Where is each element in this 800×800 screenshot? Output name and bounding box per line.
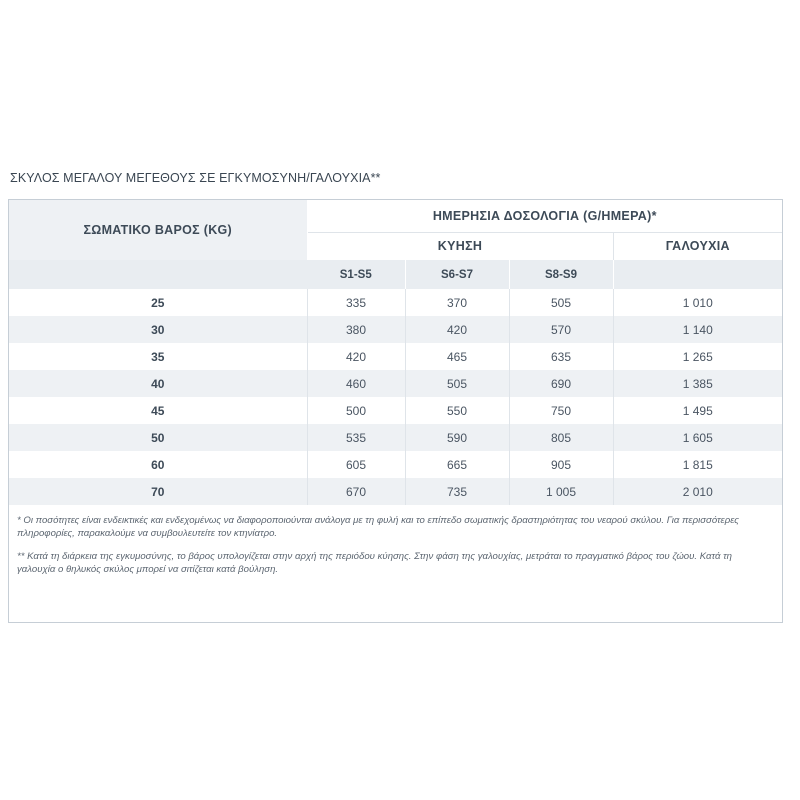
table-row [9, 478, 782, 505]
table-row [9, 451, 782, 478]
dosage-table [9, 200, 782, 505]
weight-cell: 35 [9, 343, 307, 370]
dosage-panel [8, 199, 783, 623]
s8-s9-cell: 905 [509, 451, 613, 478]
s8-s9-cell: 690 [509, 370, 613, 397]
weight-column-header: ΣΩΜΑΤΙΚΟ ΒΑΡΟΣ (KG) [9, 200, 307, 260]
s1-s5-cell: 420 [307, 343, 405, 370]
stage-blank-cell [613, 260, 782, 289]
s1-s5-cell: 500 [307, 397, 405, 424]
table-row [9, 289, 782, 316]
s1-s5-cell: 380 [307, 316, 405, 343]
weight-cell: 30 [9, 316, 307, 343]
stage-header-s8-s9: S8-S9 [509, 260, 613, 289]
footnote-weight: ** Κατά τη διάρκεια της εγκυμοσύνης, το βάρος υπολογίζεται στην αρχή της περιόδου κύησης. Στην φάση της γαλουχίας, μετράται το πραγματικό βάρος του ζώου. Κατά τη γαλουχία ο θηλυκός σκύλος μπορεί να σιτίζεται κατά βούληση. [17, 551, 732, 575]
daily-dosage-header: ΗΜΕΡΗΣΙΑ ΔΟΣΟΛΟΓΙΑ (G/ΗΜΕΡΑ)* [307, 200, 782, 232]
pregnancy-header: ΚΥΗΣΗ [307, 232, 613, 260]
s8-s9-cell: 505 [509, 289, 613, 316]
s8-s9-cell: 570 [509, 316, 613, 343]
lactation-cell: 1 140 [613, 316, 782, 343]
s8-s9-cell: 750 [509, 397, 613, 424]
s6-s7-cell: 550 [405, 397, 509, 424]
weight-cell: 50 [9, 424, 307, 451]
stage-header-s6-s7: S6-S7 [405, 260, 509, 289]
s1-s5-cell: 605 [307, 451, 405, 478]
lactation-cell: 1 010 [613, 289, 782, 316]
table-row [9, 424, 782, 451]
s6-s7-cell: 505 [405, 370, 509, 397]
s1-s5-cell: 335 [307, 289, 405, 316]
s1-s5-cell: 535 [307, 424, 405, 451]
s6-s7-cell: 420 [405, 316, 509, 343]
s1-s5-cell: 670 [307, 478, 405, 505]
s8-s9-cell: 635 [509, 343, 613, 370]
lactation-cell: 1 605 [613, 424, 782, 451]
table-row [9, 370, 782, 397]
table-row [9, 316, 782, 343]
weight-cell: 45 [9, 397, 307, 424]
table-row [9, 397, 782, 424]
stage-header-s1-s5: S1-S5 [307, 260, 405, 289]
s8-s9-cell: 1 005 [509, 478, 613, 505]
s6-s7-cell: 590 [405, 424, 509, 451]
s8-s9-cell: 805 [509, 424, 613, 451]
footnote-quantities: * Οι ποσότητες είναι ενδεικτικές και ενδεχομένως να διαφοροποιούνται ανάλογα με τη φυλή και το επίπεδο σωματικής δραστηριότητας του νεαρού σκύλου. Για περισσότερες πληροφορίες, παρακαλούμε να συμβουλευτείτε τον κτηνίατρο. [17, 515, 739, 539]
weight-cell: 25 [9, 289, 307, 316]
lactation-cell: 1 495 [613, 397, 782, 424]
s6-s7-cell: 465 [405, 343, 509, 370]
weight-cell: 70 [9, 478, 307, 505]
page-title: ΣΚΥΛΟΣ ΜΕΓΑΛΟΥ ΜΕΓΕΘΟΥΣ ΣΕ ΕΓΚΥΜΟΣΥΝΗ/ΓΑΛΟΥΧΙΑ** [10, 171, 381, 185]
lactation-cell: 2 010 [613, 478, 782, 505]
s6-s7-cell: 735 [405, 478, 509, 505]
footnotes [17, 514, 769, 586]
s1-s5-cell: 460 [307, 370, 405, 397]
lactation-cell: 1 265 [613, 343, 782, 370]
lactation-cell: 1 815 [613, 451, 782, 478]
s6-s7-cell: 665 [405, 451, 509, 478]
weight-cell: 40 [9, 370, 307, 397]
s6-s7-cell: 370 [405, 289, 509, 316]
table-row [9, 343, 782, 370]
stage-blank-cell [9, 260, 307, 289]
lactation-header: ΓΑΛΟΥΧΙΑ [613, 232, 782, 260]
weight-cell: 60 [9, 451, 307, 478]
lactation-cell: 1 385 [613, 370, 782, 397]
